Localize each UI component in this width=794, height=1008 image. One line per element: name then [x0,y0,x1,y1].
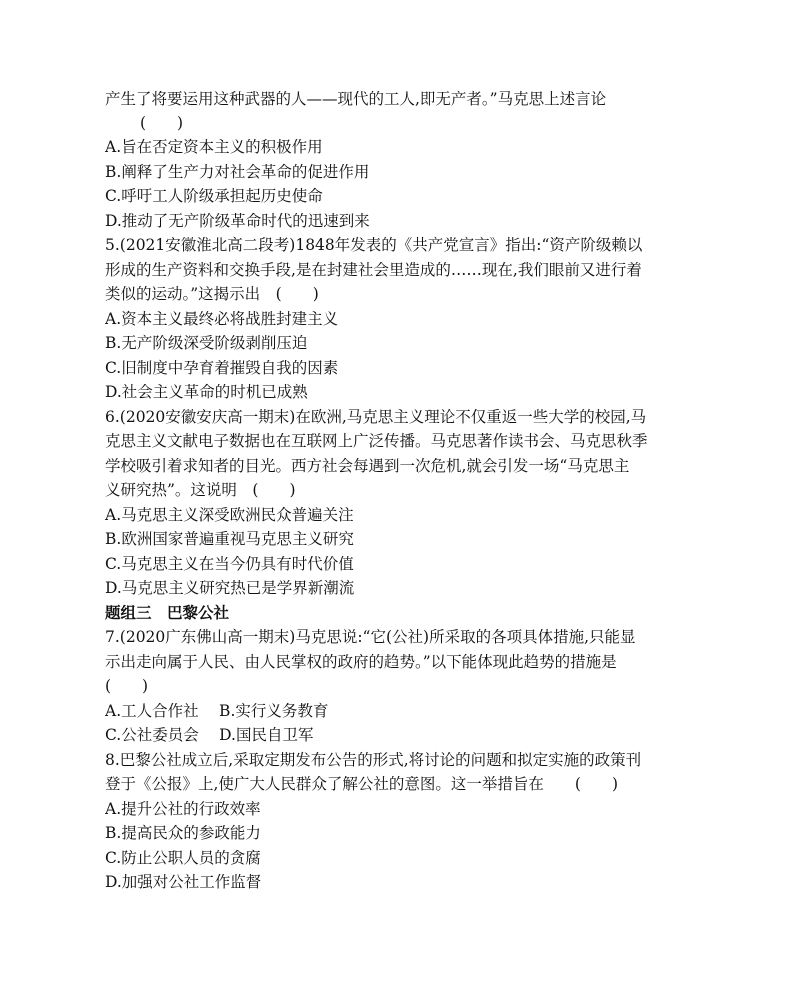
q4-answer-paren: ( ) [140,114,184,132]
q7-stem-line-1: 7.(2020广东佛山高一期末)马克思说:“它(公社)所采取的各项具体措施,只能显 [105,628,636,646]
q4-option-c: C.呼吁工人阶级承担起历史使命 [105,187,323,205]
q4-option-b: B.阐释了生产力对社会革命的促进作用 [105,163,370,181]
section-heading: 题组三 巴黎公社 [105,604,230,622]
q6-option-a: A.马克思主义深受欧洲民众普遍关注 [105,506,354,524]
q5-stem-line-3: 类似的运动。”这揭示出 ( ) [105,285,319,303]
q7-answer-paren: ( ) [105,677,149,695]
q4-stem-line: 产生了将要运用这种武器的人——现代的工人,即无产者。”马克思上述言论 [105,90,607,108]
q4-option-a: A.旨在否定资本主义的积极作用 [105,138,323,156]
q5-option-d: D.社会主义革命的时机已成熟 [105,383,308,401]
q6-option-d: D.马克思主义研究热已是学界新潮流 [105,579,355,597]
q8-option-d: D.加强对公社工作监督 [105,873,262,891]
q6-option-c: C.马克思主义在当今仍具有时代价值 [105,555,354,573]
q7-stem-line-2: 示出走向属于人民、由人民掌权的政府的趋势。”以下能体现此趋势的措施是 [105,653,617,671]
q6-option-b: B.欧洲国家普遍重视马克思主义研究 [105,530,354,548]
q6-stem-line-1: 6.(2020安徽安庆高一期末)在欧洲,马克思主义理论不仅重返一些大学的校园,马 [105,408,647,426]
q8-option-a: A.提升公社的行政效率 [105,800,261,818]
q4-option-d: D.推动了无产阶级革命时代的迅速到来 [105,212,370,230]
q8-option-c: C.防止公职人员的贪腐 [105,849,261,867]
q5-stem-line-2: 形成的生产资料和交换手段,是在封建社会里造成的……现在,我们眼前又进行着 [105,261,642,279]
q5-option-c: C.旧制度中孕育着摧毁自我的因素 [105,359,339,377]
q8-option-b: B.提高民众的参政能力 [105,824,261,842]
q5-stem-line-1: 5.(2021安徽淮北高二段考)1848年发表的《共产党宣言》指出:“资产阶级赖以 [105,236,643,254]
q5-option-b: B.无产阶级深受阶级剥削压迫 [105,334,308,352]
q5-option-a: A.资本主义最终必将战胜封建主义 [105,310,339,328]
q8-stem-line-2: 登于《公报》上,使广大人民群众了解公社的意图。这一举措旨在 ( ) [105,775,619,793]
q6-stem-line-3: 学校吸引着求知者的目光。西方社会每遇到一次危机,就会引发一场“马克思主 [105,457,630,475]
q6-stem-line-2: 克思主义文献电子数据也在互联网上广泛传播。马克思著作读书会、马克思秋季 [105,432,648,450]
q8-stem-line-1: 8.巴黎公社成立后,采取定期发布公告的形式,将讨论的问题和拟定实施的政策刊 [105,751,642,769]
q7-option-row-1: A.工人合作社 B.实行义务教育 [105,702,329,720]
q6-stem-line-4: 义研究热”。这说明 ( ) [105,481,296,499]
q7-option-row-2: C.公社委员会 D.国民自卫军 [105,726,314,744]
